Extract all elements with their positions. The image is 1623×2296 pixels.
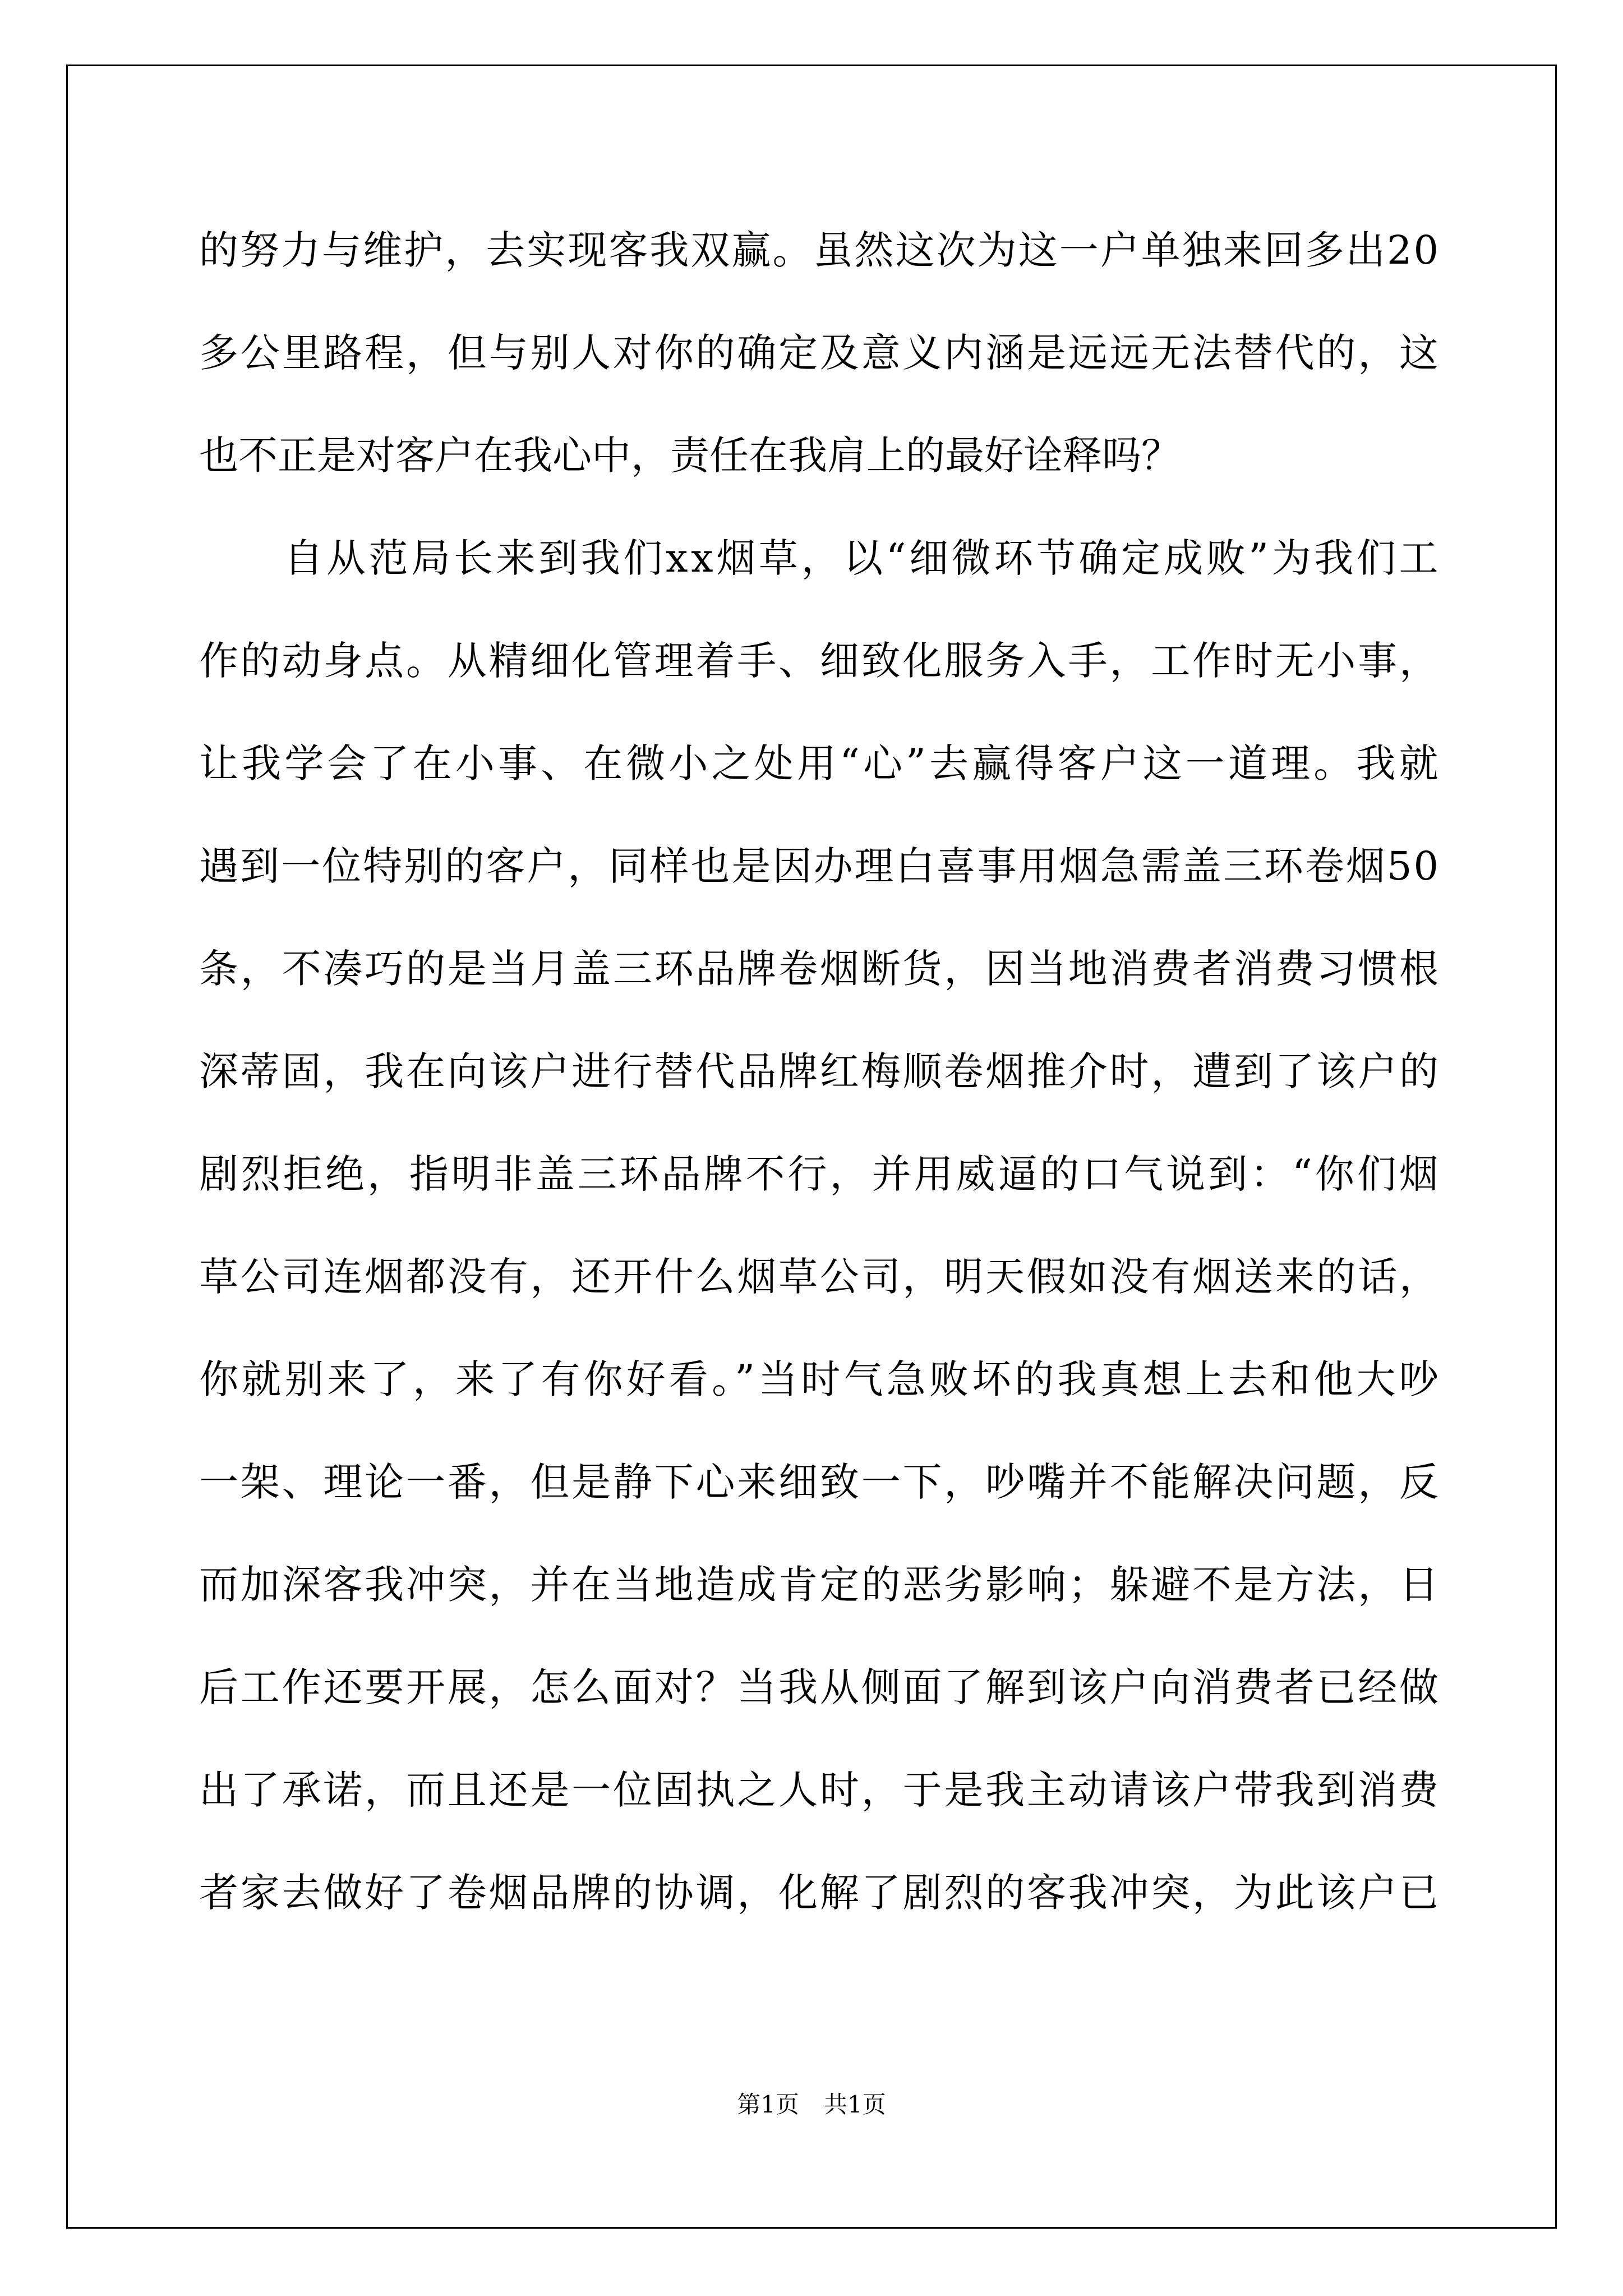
text-line: 遇到一位特别的客户，同样也是因办理白喜事用烟急需盖三环卷烟50 (199, 843, 1441, 889)
text-line: 一架、理论一番，但是静下心来细致一下，吵嘴并不能解决问题，反 (199, 1459, 1441, 1505)
text-line: 作的动身点。从精细化管理着手、细致化服务入手，工作时无小事， (199, 638, 1441, 684)
text-line: 的努力与维护，去实现客我双赢。虽然这次为这一户单独来回多出20 (199, 227, 1441, 273)
text-line: 条，不凑巧的是当月盖三环品牌卷烟断货，因当地消费者消费习惯根 (199, 946, 1441, 992)
text-line: 深蒂固，我在向该户进行替代品牌红梅顺卷烟推介时，遭到了该户的 (199, 1048, 1441, 1094)
text-line: 也不正是对客户在我心中，责任在我肩上的最好诠释吗？ (199, 432, 1181, 478)
text-line: 出了承诺，而且还是一位固执之人时，于是我主动请该户带我到消费 (199, 1767, 1441, 1813)
text-line: 让我学会了在小事、在微小之处用“心”去赢得客户这一道理。我就 (199, 740, 1442, 786)
text-line: 剧烈拒绝，指明非盖三环品牌不行，并用威逼的口气说到：“你们烟 (199, 1151, 1441, 1197)
text-line: 多公里路程，但与别人对你的确定及意义内涵是远远无法替代的，这 (199, 330, 1441, 376)
text-line: 你就别来了，来了有你好看。”当时气急败坏的我真想上去和他大吵 (199, 1356, 1442, 1402)
page-footer (0, 2088, 1623, 2122)
page-number: 第1页 (737, 2091, 799, 2118)
text-line: 而加深客我冲突，并在当地造成肯定的恶劣影响；躲避不是方法，日 (199, 1562, 1441, 1608)
text-line: 后工作还要开展，怎么面对？当我从侧面了解到该户向消费者已经做 (199, 1664, 1441, 1710)
text-line: 者家去做好了卷烟品牌的协调，化解了剧烈的客我冲突，为此该户已 (199, 1870, 1441, 1916)
text-line: 自从范局长来到我们xx烟草，以“细微环节确定成败”为我们工 (199, 535, 1442, 581)
page-total: 共1页 (824, 2091, 886, 2118)
text-line: 草公司连烟都没有，还开什么烟草公司，明天假如没有烟送来的话， (199, 1254, 1441, 1300)
